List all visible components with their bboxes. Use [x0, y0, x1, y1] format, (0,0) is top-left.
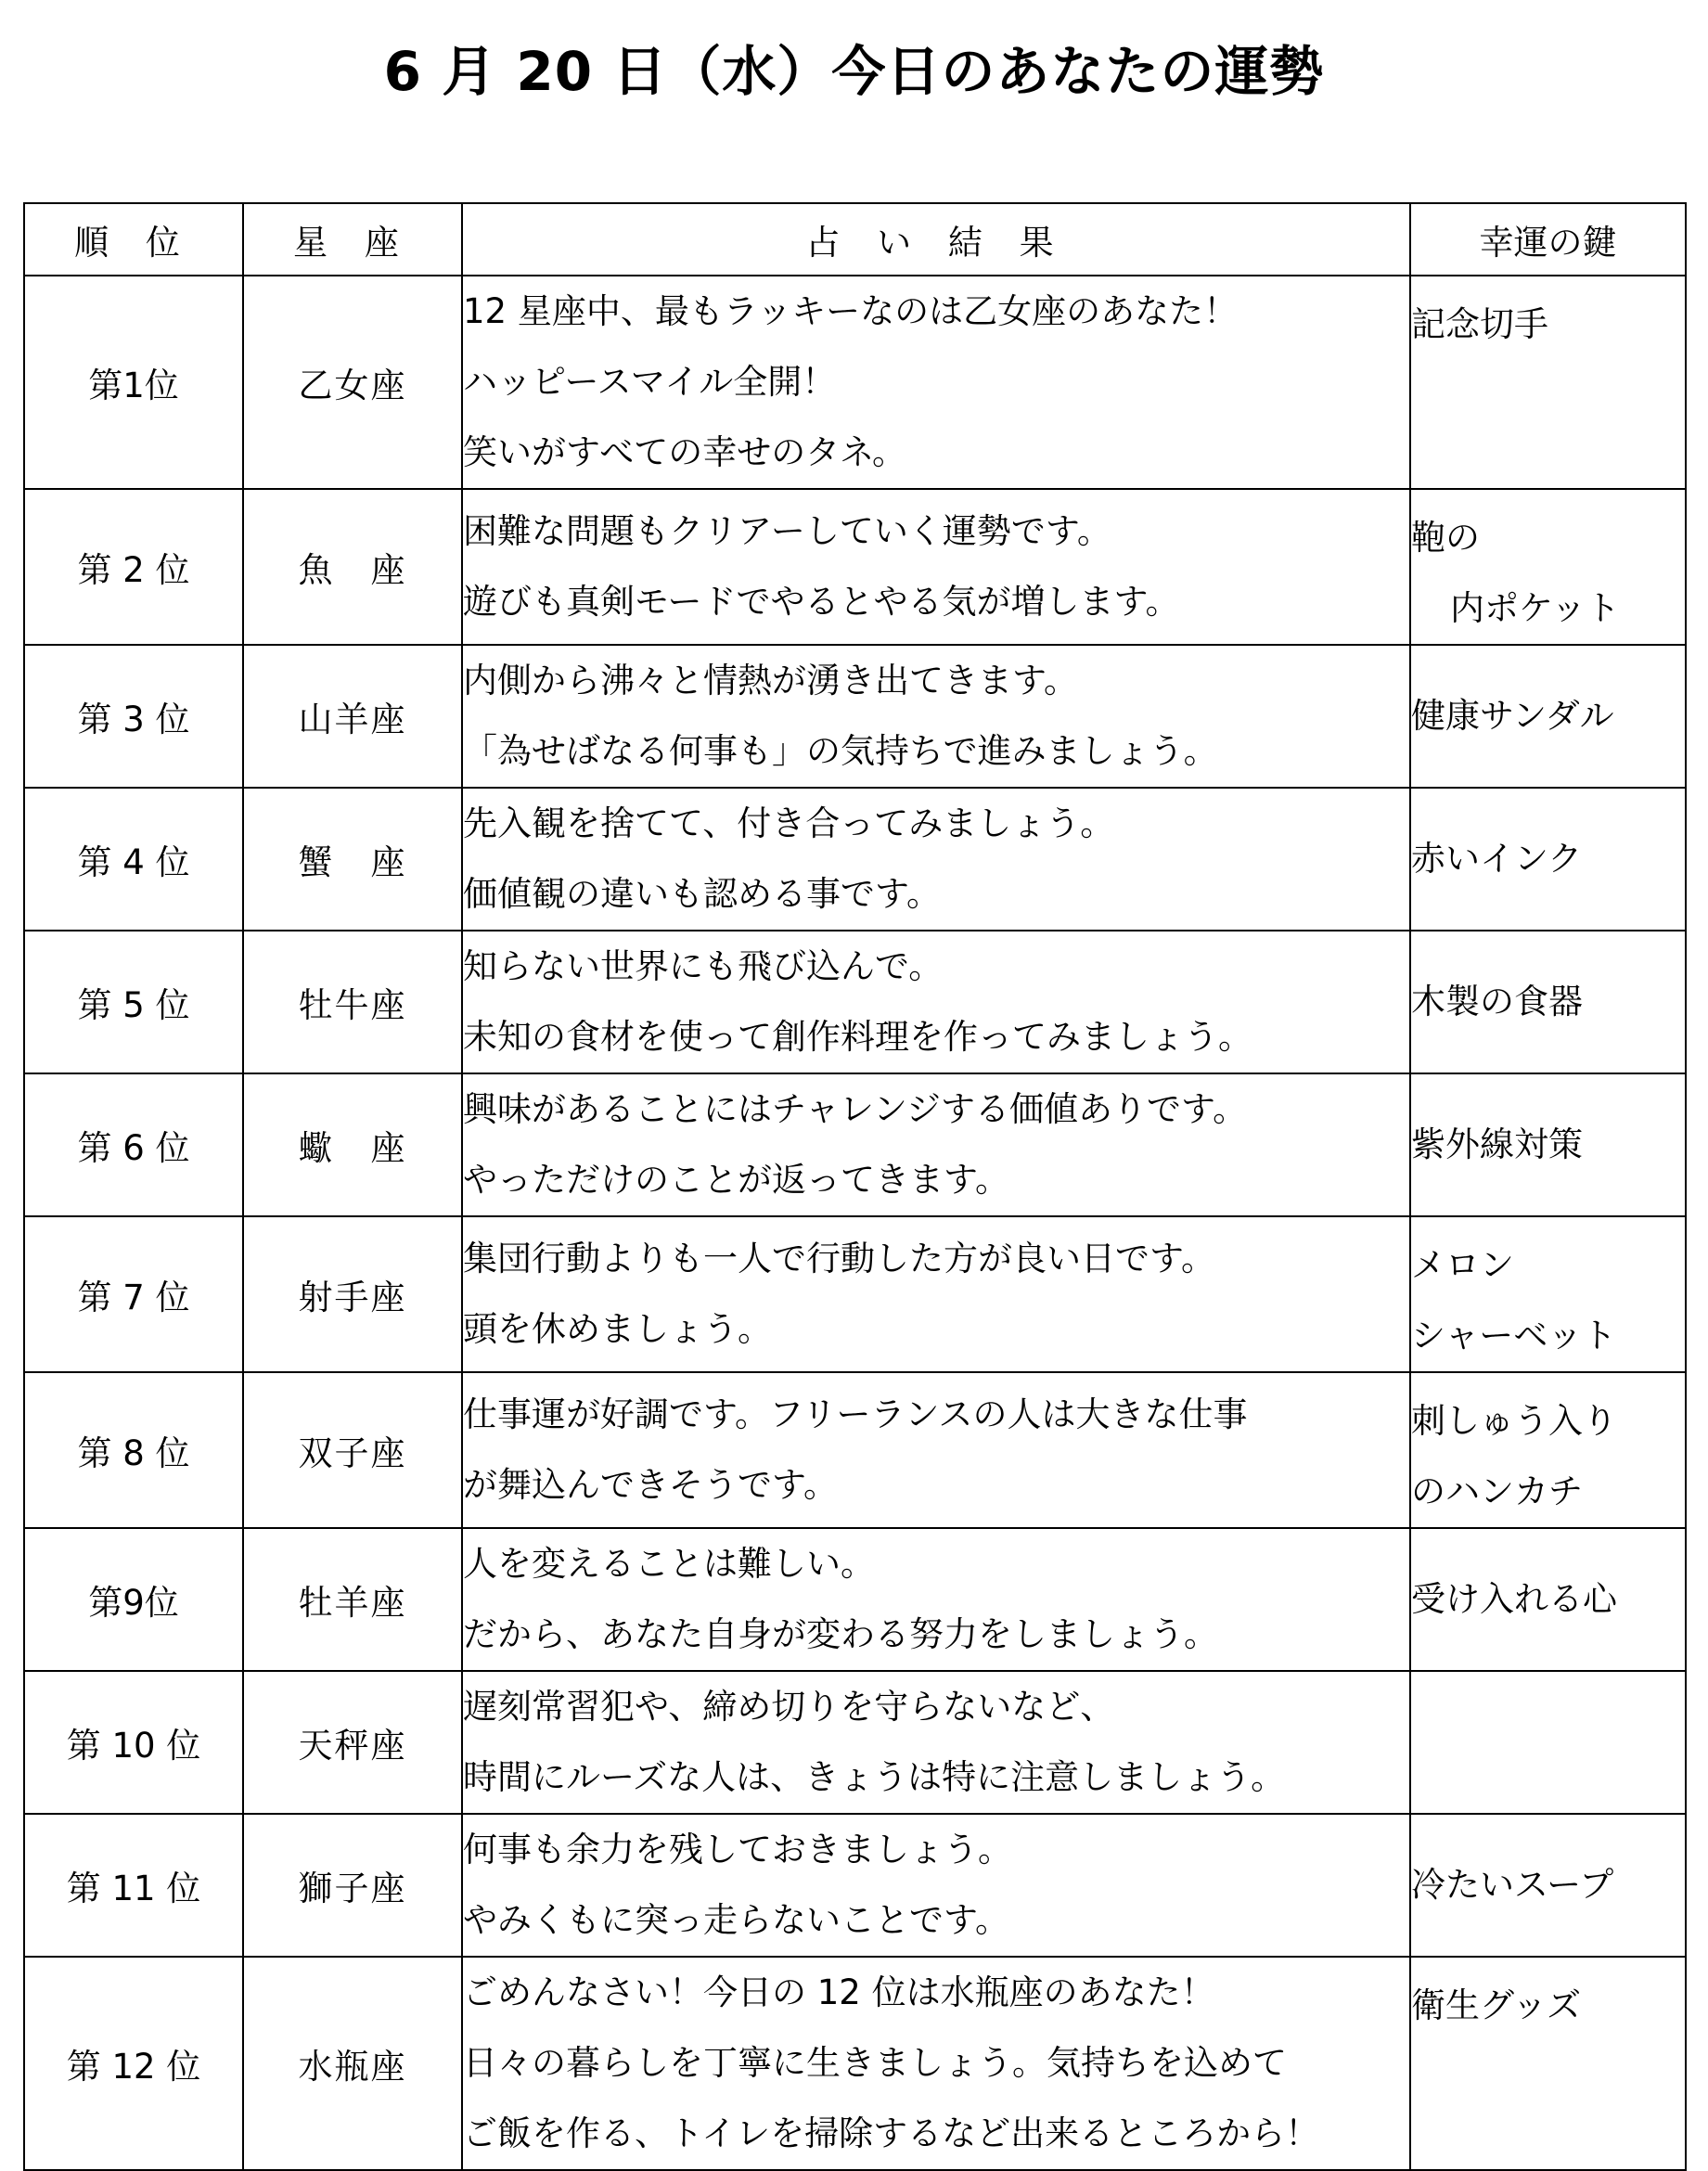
lucky-key-line: 受け入れる心 — [1411, 1579, 1617, 1619]
zodiac-sign-cell: 獅子座 — [243, 1814, 462, 1957]
lucky-key-line: 内ポケット — [1450, 588, 1621, 628]
fortune-result-line: 頭を休めましょう。 — [463, 1309, 772, 1349]
table-row — [24, 1372, 1686, 1528]
lucky-key-cell — [1410, 788, 1686, 931]
fortune-result-cell — [462, 1957, 1410, 2170]
lucky-key-line: 衛生グッズ — [1411, 1985, 1582, 2025]
fortune-result-line: 集団行動よりも一人で行動した方が良い日です。 — [463, 1239, 1216, 1278]
fortune-result-line: 困難な問題もクリアーしていく運勢です。 — [463, 511, 1111, 551]
rank-cell: 第 8 位 — [24, 1372, 243, 1528]
table-row — [24, 1671, 1686, 1814]
lucky-key-line: 健康サンダル — [1411, 696, 1614, 736]
fortune-result-line: 価値観の違いも認める事です。 — [463, 874, 942, 914]
rank-cell: 第1位 — [24, 276, 243, 489]
lucky-key-cell — [1410, 1814, 1686, 1957]
zodiac-sign-cell: 蟹 座 — [243, 788, 462, 931]
table-row — [24, 1957, 1686, 2170]
table-row — [24, 645, 1686, 788]
fortune-ranking-table — [23, 202, 1687, 2171]
rank-cell: 第 5 位 — [24, 931, 243, 1073]
rank-cell: 第9位 — [24, 1528, 243, 1671]
fortune-result-cell — [462, 1372, 1410, 1528]
fortune-result-cell — [462, 1671, 1410, 1814]
fortune-result-line: やっただけのことが返ってきます。 — [463, 1160, 1010, 1200]
lucky-key-line: 鞄の — [1411, 518, 1480, 558]
lucky-key-line: 記念切手 — [1411, 304, 1548, 344]
table-row — [24, 1814, 1686, 1957]
lucky-key-line: 紫外線対策 — [1411, 1124, 1583, 1164]
table-row — [24, 276, 1686, 489]
table-row — [24, 489, 1686, 645]
rank-cell: 第 3 位 — [24, 645, 243, 788]
rank-cell: 第 10 位 — [24, 1671, 243, 1814]
fortune-result-cell — [462, 931, 1410, 1073]
zodiac-sign-cell: 山羊座 — [243, 645, 462, 788]
fortune-result-cell — [462, 788, 1410, 931]
fortune-result-line: 人を変えることは難しい。 — [463, 1544, 875, 1584]
rank-cell: 第 12 位 — [24, 1957, 243, 2170]
lucky-key-cell — [1410, 489, 1686, 645]
lucky-key-line: 赤いインク — [1411, 839, 1583, 879]
lucky-key-line: 冷たいスープ — [1411, 1865, 1614, 1905]
fortune-result-line: 「為せばなる何事も」の気持ちで進みましょう。 — [463, 731, 1218, 771]
zodiac-sign-cell: 双子座 — [243, 1372, 462, 1528]
zodiac-sign-cell: 魚 座 — [243, 489, 462, 645]
fortune-result-line: 内側から沸々と情熱が湧き出てきます。 — [463, 661, 1079, 700]
table-row — [24, 1216, 1686, 1372]
fortune-result-line: 仕事運が好調です。フリーランスの人は大きな仕事 — [463, 1394, 1248, 1434]
lucky-key-line: 木製の食器 — [1411, 982, 1583, 1021]
fortune-result-line: 何事も余力を残しておきましょう。 — [463, 1830, 1012, 1869]
zodiac-sign-cell: 天秤座 — [243, 1671, 462, 1814]
fortune-result-line: だから、あなた自身が変わる努力をしましょう。 — [463, 1614, 1218, 1654]
zodiac-sign-cell: 牡牛座 — [243, 931, 462, 1073]
rank-cell: 第 11 位 — [24, 1814, 243, 1957]
lucky-key-cell — [1410, 1073, 1686, 1216]
lucky-key-cell — [1410, 1957, 1686, 2170]
lucky-key-line: のハンカチ — [1411, 1471, 1583, 1511]
fortune-result-line: 時間にルーズな人は、きょうは特に注意しましょう。 — [463, 1757, 1286, 1797]
fortune-result-line: が舞込んできそうです。 — [463, 1465, 839, 1505]
fortune-result-cell — [462, 489, 1410, 645]
zodiac-sign-cell: 蠍 座 — [243, 1073, 462, 1216]
lucky-key-line: メロン — [1411, 1245, 1514, 1285]
fortune-result-line: ハッピースマイル全開！ — [463, 362, 837, 402]
rank-cell: 第 7 位 — [24, 1216, 243, 1372]
page-title: 6 月 20 日（水）今日のあなたの運勢 — [383, 40, 1325, 103]
fortune-result-cell — [462, 276, 1410, 489]
fortune-result-line: 先入観を捨てて、付き合ってみましょう。 — [463, 803, 1115, 843]
header-sign: 星 座 — [243, 203, 462, 276]
table-header-row — [24, 203, 1686, 276]
rank-cell: 第 2 位 — [24, 489, 243, 645]
fortune-result-line: 興味があることにはチャレンジする価値ありです。 — [463, 1089, 1248, 1129]
table-row — [24, 1073, 1686, 1216]
fortune-result-line: 日々の暮らしを丁寧に生きましょう。気持ちを込めて — [463, 2043, 1287, 2083]
fortune-result-line: やみくもに突っ走らないことです。 — [463, 1900, 1010, 1940]
fortune-result-line: ご飯を作る、トイレを掃除するなど出来るところから！ — [463, 2113, 1320, 2153]
fortune-result-line: 遊びも真剣モードでやるとやる気が増します。 — [463, 582, 1180, 622]
fortune-result-cell — [462, 1216, 1410, 1372]
fortune-result-line: 笑いがすべての幸せのタネ。 — [463, 432, 907, 472]
zodiac-sign-cell: 水瓶座 — [243, 1957, 462, 2170]
fortune-result-cell — [462, 645, 1410, 788]
lucky-key-cell — [1410, 931, 1686, 1073]
fortune-result-line: 知らない世界にも飛び込んで。 — [463, 946, 944, 986]
lucky-key-cell — [1410, 645, 1686, 788]
fortune-result-line: 未知の食材を使って創作料理を作ってみましょう。 — [463, 1017, 1252, 1057]
fortune-result-cell — [462, 1073, 1410, 1216]
rank-cell: 第 6 位 — [24, 1073, 243, 1216]
table-row — [24, 1528, 1686, 1671]
table-row — [24, 788, 1686, 931]
fortune-result-line: 遅刻常習犯や、締め切りを守らないなど、 — [463, 1687, 1115, 1727]
rank-cell: 第 4 位 — [24, 788, 243, 931]
zodiac-sign-cell: 牡羊座 — [243, 1528, 462, 1671]
fortune-result-cell — [462, 1814, 1410, 1957]
fortune-result-line: 12 星座中、最もラッキーなのは乙女座のあなた！ — [463, 291, 1239, 331]
lucky-key-cell — [1410, 1372, 1686, 1528]
lucky-key-line: 刺しゅう入り — [1411, 1401, 1617, 1441]
table-body — [24, 276, 1686, 2170]
fortune-result-line: ごめんなさい！今日の 12 位は水瓶座のあなた！ — [463, 1972, 1215, 2012]
lucky-key-line: シャーベット — [1411, 1316, 1617, 1355]
lucky-key-cell — [1410, 276, 1686, 489]
header-lucky-key: 幸運の鍵 — [1410, 203, 1686, 276]
table-row — [24, 931, 1686, 1073]
header-rank: 順 位 — [24, 203, 243, 276]
fortune-result-cell — [462, 1528, 1410, 1671]
lucky-key-cell — [1410, 1216, 1686, 1372]
lucky-key-cell — [1410, 1528, 1686, 1671]
zodiac-sign-cell: 乙女座 — [243, 276, 462, 489]
header-result: 占 い 結 果 — [462, 203, 1410, 276]
zodiac-sign-cell: 射手座 — [243, 1216, 462, 1372]
lucky-key-cell — [1410, 1671, 1686, 1814]
